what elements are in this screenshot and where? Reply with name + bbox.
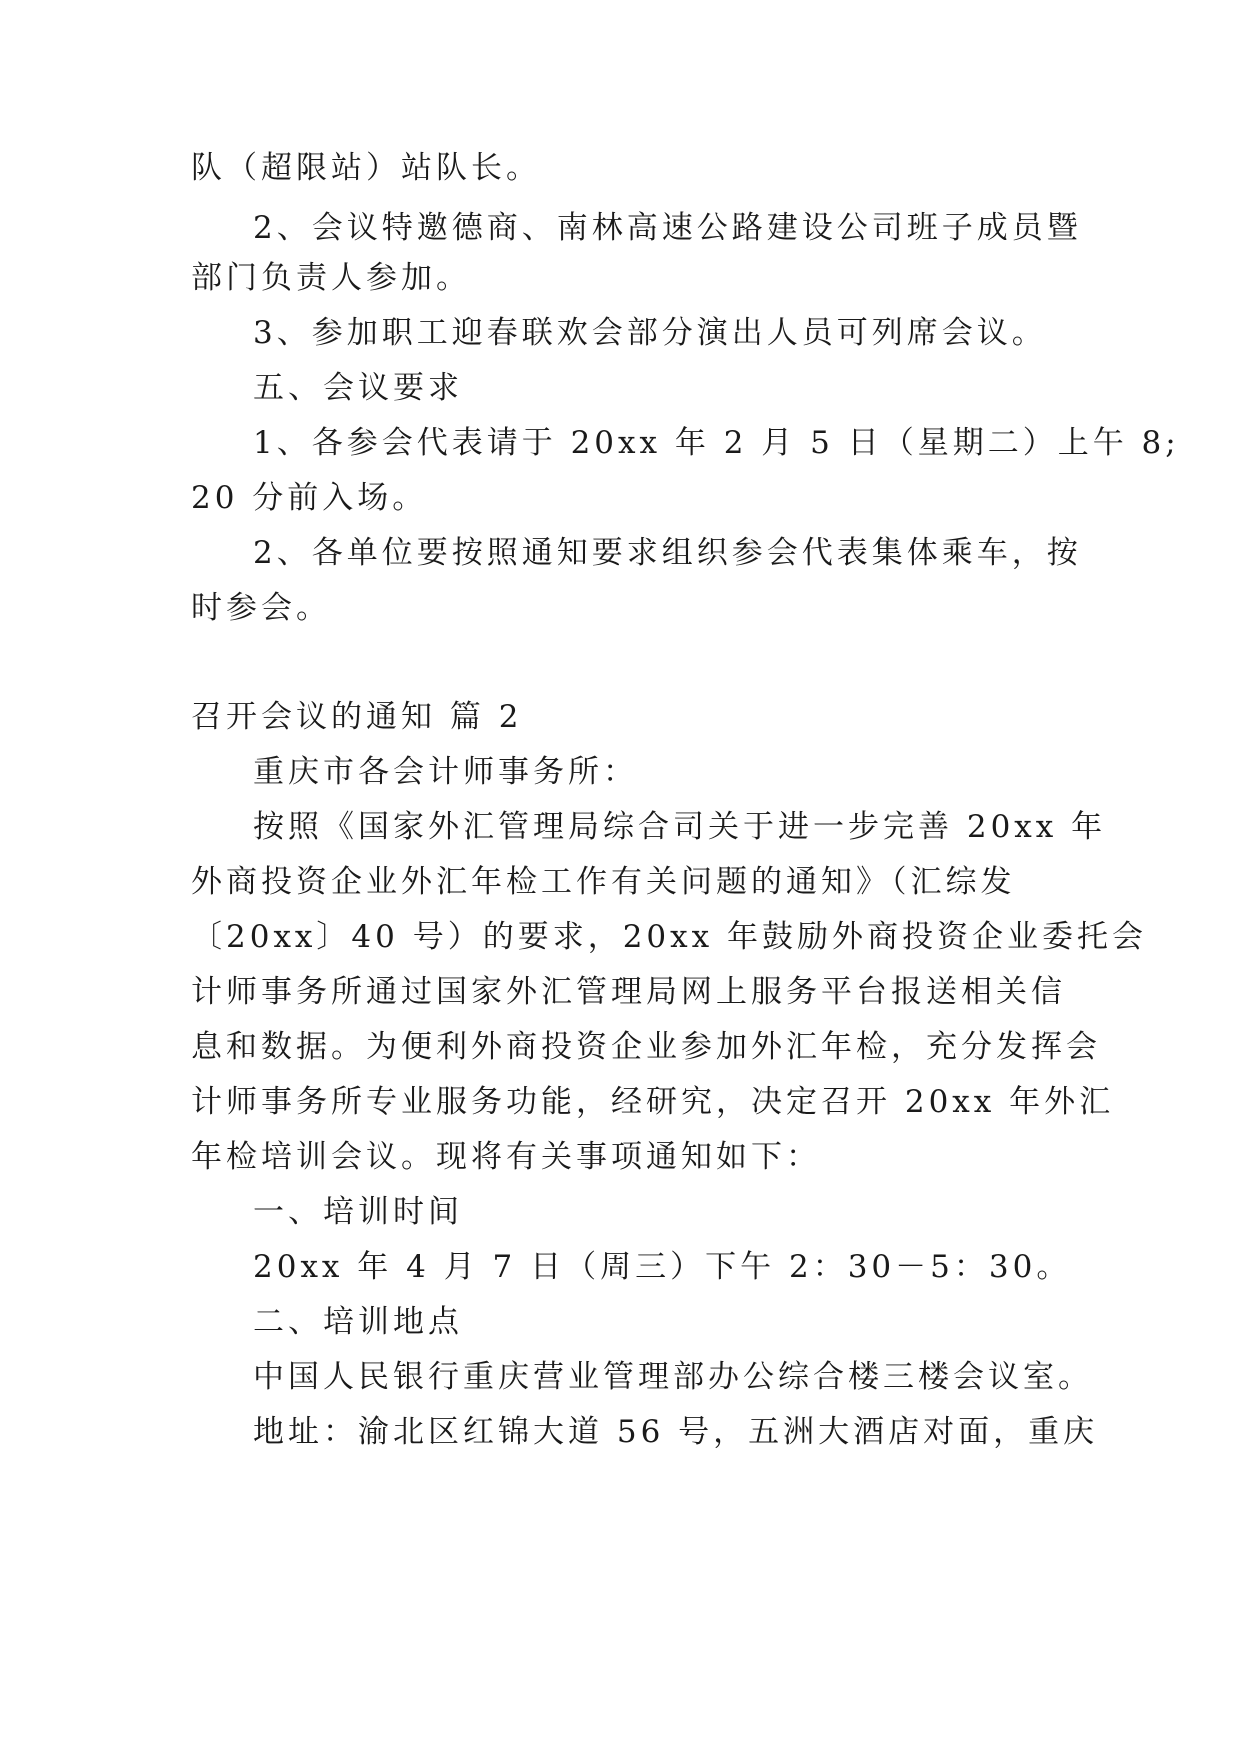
addressee: 重庆市各会计师事务所：	[253, 754, 638, 790]
text-line: 计师事务所专业服务功能，经研究，决定召开 20xx 年外汇	[191, 1084, 1115, 1120]
text-line: 20 分前入场。	[191, 480, 428, 516]
text-line: 地址：渝北区红锦大道 56 号，五洲大酒店对面，重庆	[253, 1414, 1099, 1450]
text-line: 2、会议特邀德商、南林高速公路建设公司班子成员暨	[253, 210, 1082, 246]
section-heading: 二、培训地点	[253, 1304, 463, 1340]
text-line: 部门负责人参加。	[191, 260, 471, 296]
text-line: 年检培训会议。现将有关事项通知如下：	[191, 1139, 821, 1175]
section-heading: 五、会议要求	[253, 370, 463, 406]
text-line: 外商投资企业外汇年检工作有关问题的通知》（汇综发	[191, 864, 1016, 900]
text-line: 队（超限站）站队长。	[191, 150, 541, 186]
text-line: 息和数据。为便利外商投资企业参加外汇年检，充分发挥会	[191, 1029, 1101, 1065]
text-line: 时参会。	[191, 590, 331, 626]
text-line: 1、各参会代表请于 20xx 年 2 月 5 日（星期二）上午 8;	[253, 425, 1180, 461]
text-line: 中国人民银行重庆营业管理部办公综合楼三楼会议室。	[253, 1359, 1093, 1395]
text-line: 按照《国家外汇管理局综合司关于进一步完善 20xx 年	[253, 809, 1107, 845]
article-title: 召开会议的通知 篇 2	[191, 699, 523, 735]
text-line: 计师事务所通过国家外汇管理局网上服务平台报送相关信	[191, 974, 1066, 1010]
section-heading: 一、培训时间	[253, 1194, 463, 1230]
text-line: 2、各单位要按照通知要求组织参会代表集体乘车，按	[253, 535, 1082, 571]
text-line: 20xx 年 4 月 7 日（周三）下午 2：30－5：30。	[253, 1249, 1072, 1285]
text-line: 3、参加职工迎春联欢会部分演出人员可列席会议。	[253, 315, 1047, 351]
text-line: 〔20xx〕40 号）的要求，20xx 年鼓励外商投资企业委托会	[191, 919, 1147, 955]
